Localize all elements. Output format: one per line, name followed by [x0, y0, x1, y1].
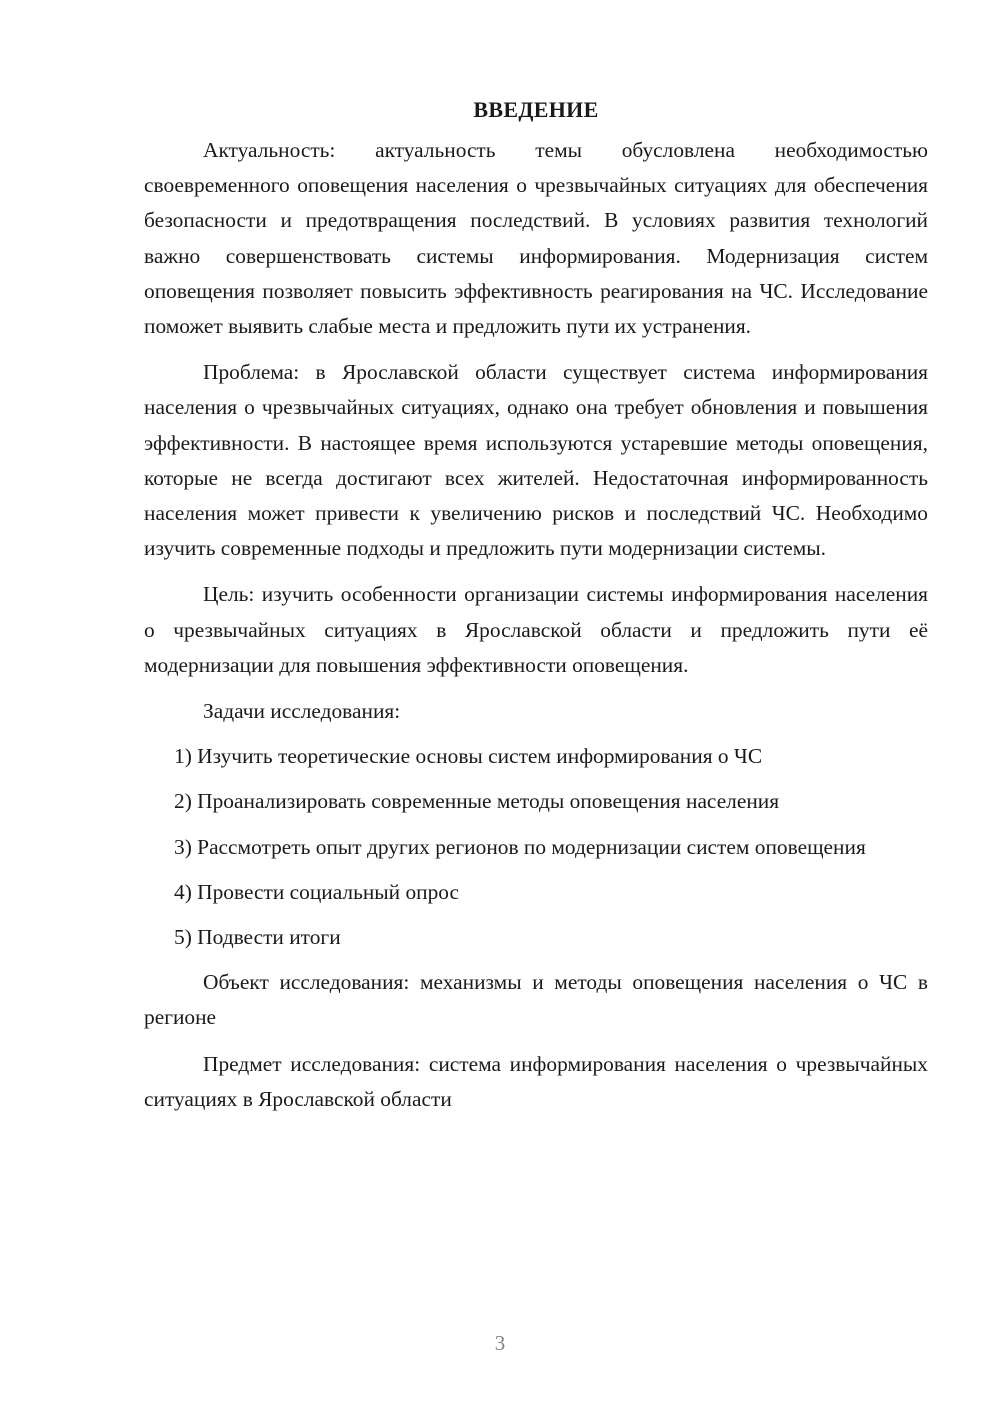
- task-item-3: 3) Рассмотреть опыт других регионов по модернизации систем оповещения: [174, 834, 866, 859]
- task-item-5: 5) Подвести итоги: [174, 925, 341, 950]
- paragraph-problem: Проблема: в Ярославской области существует система информирования населения о чрезвычайных ситуациях, однако она требует обновления и повышения эффективности. В настоящее время используются устаревшие методы оповещения, которые не всегда достигают всех жителей. Недостаточная информированность населения может привести к увеличению рисков и последствий ЧС. Необходимо изучить современные подходы и предложить пути модернизации системы.: [144, 360, 928, 561]
- paragraph-object: Объект исследования: механизмы и методы оповещения населения о ЧС в регионе: [144, 970, 928, 1030]
- page-title: ВВЕДЕНИЕ: [473, 97, 599, 122]
- task-item-2: 2) Проанализировать современные методы оповещения населения: [174, 789, 780, 814]
- document-page: [144, 92, 928, 1128]
- paragraph-goal: Цель: изучить особенности организации системы информирования населения о чрезвычайных ситуациях в Ярославской области и предложить пути её модернизации для повышения эффективности оповещения.: [144, 582, 928, 677]
- paragraph-subject: Предмет исследования: система информирования населения о чрезвычайных ситуациях в Ярославской области: [144, 1051, 928, 1111]
- paragraph-relevance: Актуальность: актуальность темы обусловлена необходимостью своевременного оповещения населения о чрезвычайных ситуациях для обеспечения безопасности и предотвращения последствий. В условиях развития технологий важно совершенствовать системы информирования. Модернизация систем оповещения позволяет повысить эффективность реагирования на ЧС. Исследование поможет выявить слабые места и предложить пути их устранения.: [144, 138, 928, 339]
- task-item-4: 4) Провести социальный опрос: [174, 879, 460, 904]
- task-item-1: 1) Изучить теоретические основы систем информирования о ЧС: [174, 744, 763, 769]
- tasks-heading: Задачи исследования:: [203, 699, 401, 724]
- page-number: 3: [494, 1331, 506, 1355]
